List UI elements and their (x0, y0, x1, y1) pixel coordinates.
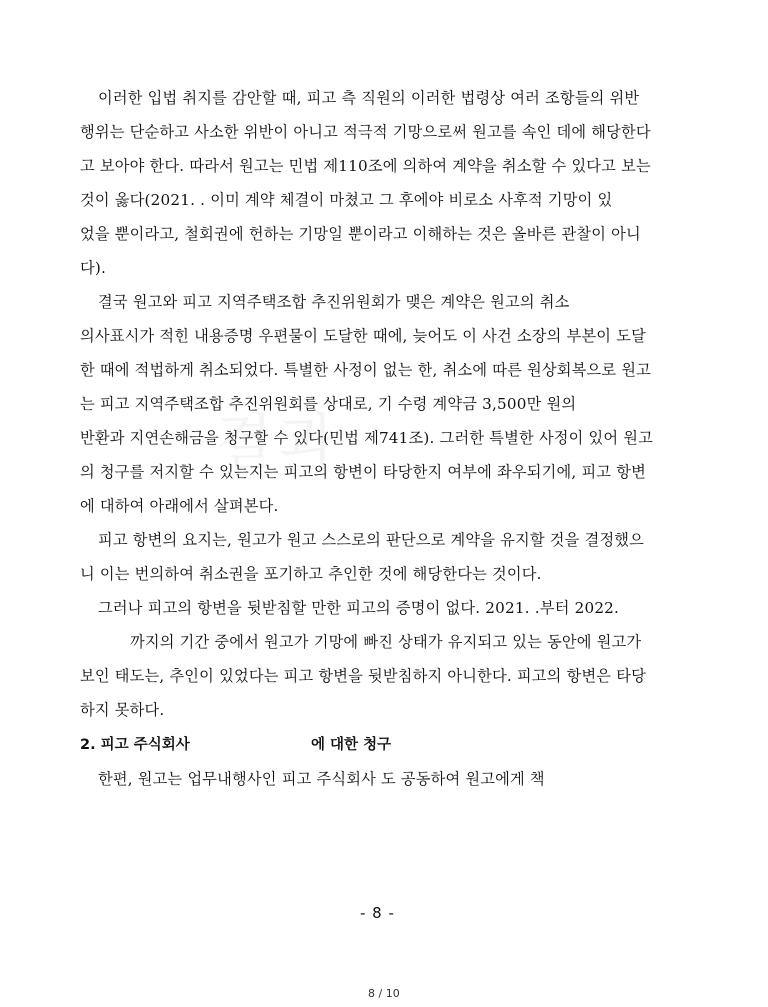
section-heading-end (311, 733, 391, 754)
body-line: 결국 원고와 피고 지역주택조합 추진위원회가 맺은 계약은 원고의 취소 (98, 293, 570, 311)
section-number: 2. (80, 737, 96, 753)
body-line: 하지 못하다. (80, 701, 165, 719)
body-line: 보인 태도는, 추인이 있었다는 피고 항변을 뒷받침하지 아니한다. 피고의 항변은 타당 (80, 667, 646, 685)
body-line: 의 청구를 저지할 수 있는지는 피고의 항변이 타당한지 여부에 좌우되기에, 피고 항변 (80, 463, 646, 481)
body-line: 반환과 지연손해금을 청구할 수 있다(민법 제741조). 그러한 특별한 사정이 있어 원고 (80, 429, 654, 447)
body-line: 는 피고 지역주택조합 추진위원회를 상대로, 기 수령 계약금 3,500만 원의 (80, 395, 577, 413)
body-line: 에 대하여 아래에서 살펴본다. (80, 497, 279, 515)
body-line: 었을 뿐이라고, 철회권에 헌하는 기망일 뿐이라고 이해하는 것은 올바른 관찰이 아니 (80, 225, 641, 243)
body-line: 다). (80, 259, 107, 277)
page-indicator: 8 / 10 (368, 987, 400, 1000)
body-line: 까지의 기간 중에서 원고가 기망에 빠진 상태가 유지되고 있는 동안에 원고가 (130, 633, 642, 651)
section-title-start: 피고 주식회사 (100, 737, 190, 753)
body-line: 행위는 단순하고 사소한 위반이 아니고 적극적 기망으로써 원고를 속인 데에 해당한다 (80, 123, 651, 141)
body-line: 그러나 피고의 항변을 뒷받침할 만한 피고의 증명이 없다. 2021. .부터 2022. (98, 599, 620, 617)
watermark: 결과 (215, 408, 343, 478)
body-line: 고 보아야 한다. 따라서 원고는 민법 제110조에 의하여 계약을 취소할 수 있다고 보는 (80, 157, 651, 175)
section-title-end: 에 대한 청구 (311, 737, 392, 753)
body-line: 의사표시가 적힌 내용증명 우편물이 도달한 때에, 늦어도 이 사건 소장의 부본이 도달 (80, 327, 646, 345)
body-line: 피고 항변의 요지는, 원고가 원고 스스로의 판단으로 계약을 유지할 것을 결정했으 (98, 531, 645, 549)
section-heading (80, 733, 190, 754)
body-line: 이러한 입법 취지를 감안할 때, 피고 측 직원의 이러한 법령상 여러 조항들의 위반 (98, 89, 640, 107)
body-line: 니 이는 번의하여 취소권을 포기하고 추인한 것에 해당한다는 것이다. (80, 565, 542, 583)
body-line: 것이 옳다(2021. . 이미 계약 체결이 마쳤고 그 후에야 비로소 사후적 기망이 있 (80, 191, 613, 209)
body-line: 한 때에 적법하게 취소되었다. 특별한 사정이 없는 한, 취소에 따른 원상회복으로 원고 (80, 361, 651, 379)
page-number: - 8 - (360, 904, 395, 922)
body-line: 한편, 원고는 업무내행사인 피고 주식회사 도 공동하여 원고에게 책 (98, 770, 545, 788)
